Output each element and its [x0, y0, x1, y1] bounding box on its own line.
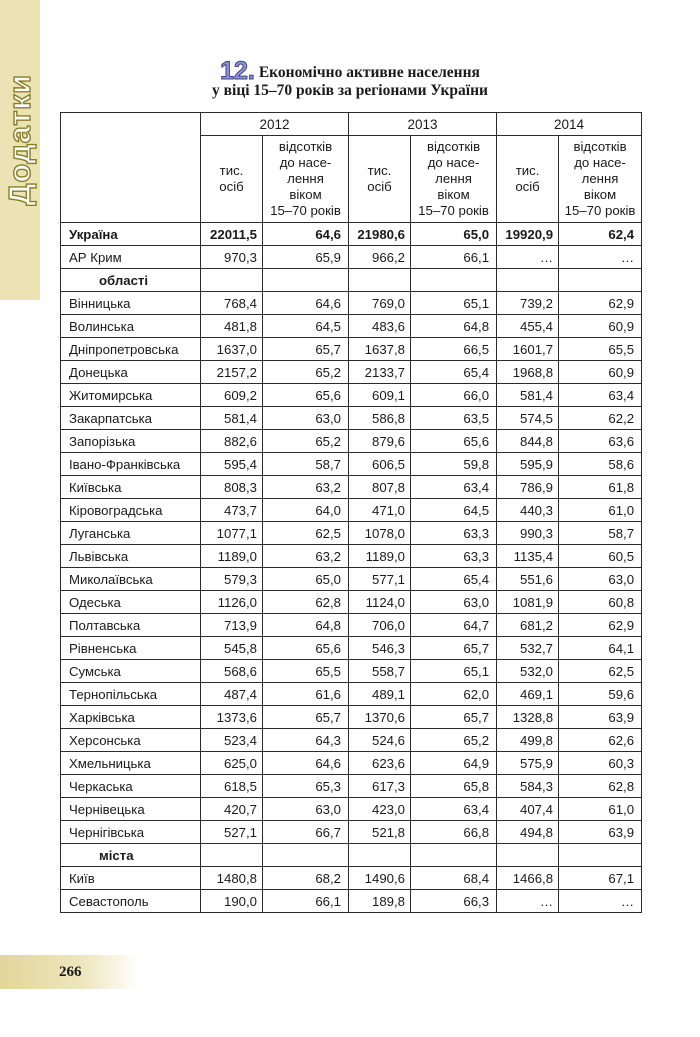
region-name: Севастополь — [61, 890, 201, 913]
thousands-value: 768,4 — [201, 292, 263, 315]
region-name: Чернівецька — [61, 798, 201, 821]
percent-value: 62,5 — [263, 522, 349, 545]
thousands-value: 1480,8 — [201, 867, 263, 890]
thousands-header: тис. осіб — [497, 136, 559, 223]
table-row — [61, 683, 642, 706]
thousands-value: 545,8 — [201, 637, 263, 660]
percent-header: відсотків до насе- лення віком 15–70 років — [263, 136, 349, 223]
percent-value: 62,5 — [559, 660, 642, 683]
table-row — [61, 752, 642, 775]
thousands-value: 2157,2 — [201, 361, 263, 384]
thousands-value: 1126,0 — [201, 591, 263, 614]
thousands-value: 546,3 — [349, 637, 411, 660]
thousands-value: 521,8 — [349, 821, 411, 844]
percent-value — [263, 844, 349, 867]
percent-value — [559, 844, 642, 867]
percent-value: … — [559, 890, 642, 913]
percent-value — [559, 269, 642, 292]
region-name: Івано-Франківська — [61, 453, 201, 476]
table-row — [61, 292, 642, 315]
thousands-value: 190,0 — [201, 890, 263, 913]
thousands-value: 568,6 — [201, 660, 263, 683]
percent-value: 59,8 — [411, 453, 497, 476]
thousands-value: 527,1 — [201, 821, 263, 844]
region-name: Одеська — [61, 591, 201, 614]
table-row — [61, 361, 642, 384]
percent-value: 63,0 — [263, 407, 349, 430]
region-name: області — [61, 269, 201, 292]
thousands-value: 1968,8 — [497, 361, 559, 384]
thousands-value: 586,8 — [349, 407, 411, 430]
percent-value: 65,2 — [263, 361, 349, 384]
region-name: міста — [61, 844, 201, 867]
thousands-value: 532,0 — [497, 660, 559, 683]
thousands-value: 625,0 — [201, 752, 263, 775]
percent-value: 63,6 — [559, 430, 642, 453]
thousands-value: 1637,8 — [349, 338, 411, 361]
thousands-value: 523,4 — [201, 729, 263, 752]
page-number: 266 — [59, 964, 82, 980]
percent-value: 62,8 — [559, 775, 642, 798]
percent-value: 62,2 — [559, 407, 642, 430]
percent-value: 64,6 — [263, 223, 349, 246]
percent-value: 66,3 — [411, 890, 497, 913]
percent-value: 65,4 — [411, 361, 497, 384]
percent-value: 63,5 — [411, 407, 497, 430]
thousands-value: 595,4 — [201, 453, 263, 476]
percent-value: 66,8 — [411, 821, 497, 844]
thousands-value: 455,4 — [497, 315, 559, 338]
table-row — [61, 522, 642, 545]
thousands-value: 499,8 — [497, 729, 559, 752]
thousands-value: 807,8 — [349, 476, 411, 499]
thousands-value: 769,0 — [349, 292, 411, 315]
thousands-value: 609,2 — [201, 384, 263, 407]
percent-value: 60,3 — [559, 752, 642, 775]
table-row — [61, 453, 642, 476]
percent-value: 65,7 — [411, 706, 497, 729]
thousands-value: 524,6 — [349, 729, 411, 752]
region-name: Дніпропетровська — [61, 338, 201, 361]
percent-value: 62,4 — [559, 223, 642, 246]
thousands-value: 713,9 — [201, 614, 263, 637]
thousands-value: 575,9 — [497, 752, 559, 775]
percent-value: 65,7 — [411, 637, 497, 660]
thousands-value: 1466,8 — [497, 867, 559, 890]
table-row — [61, 545, 642, 568]
percent-value: 65,7 — [263, 338, 349, 361]
percent-value: 65,4 — [411, 568, 497, 591]
thousands-value: 606,5 — [349, 453, 411, 476]
percent-value: 62,0 — [411, 683, 497, 706]
year-header: 2012 — [201, 113, 349, 136]
percent-value: 68,4 — [411, 867, 497, 890]
percent-value: 64,8 — [263, 614, 349, 637]
percent-value: 63,2 — [263, 476, 349, 499]
region-name: Полтавська — [61, 614, 201, 637]
thousands-value: 882,6 — [201, 430, 263, 453]
thousands-value: 1135,4 — [497, 545, 559, 568]
thousands-value: 579,3 — [201, 568, 263, 591]
region-header-cell — [61, 113, 201, 223]
thousands-value: 574,5 — [497, 407, 559, 430]
percent-value: 66,5 — [411, 338, 497, 361]
thousands-value — [201, 269, 263, 292]
thousands-value: 581,4 — [201, 407, 263, 430]
table-title-line2: у віці 15–70 років за регіонами України — [212, 82, 488, 99]
thousands-value: 420,7 — [201, 798, 263, 821]
percent-value: 64,8 — [411, 315, 497, 338]
percent-value: 66,7 — [263, 821, 349, 844]
region-name: Херсонська — [61, 729, 201, 752]
percent-value: 63,0 — [559, 568, 642, 591]
percent-value: 66,1 — [411, 246, 497, 269]
table-row — [61, 729, 642, 752]
percent-value: 65,6 — [263, 637, 349, 660]
thousands-value: 966,2 — [349, 246, 411, 269]
year-header-row — [61, 113, 642, 136]
percent-value: 65,5 — [559, 338, 642, 361]
thousands-value: 577,1 — [349, 568, 411, 591]
percent-value: 61,6 — [263, 683, 349, 706]
thousands-value: … — [497, 890, 559, 913]
percent-value: 64,9 — [411, 752, 497, 775]
section-row — [61, 844, 642, 867]
percent-value: 64,7 — [411, 614, 497, 637]
year-header: 2013 — [349, 113, 497, 136]
table-row — [61, 315, 642, 338]
thousands-value: 1189,0 — [201, 545, 263, 568]
region-name: Донецька — [61, 361, 201, 384]
table-row — [61, 499, 642, 522]
table-row — [61, 407, 642, 430]
percent-value: 67,1 — [559, 867, 642, 890]
thousands-value — [201, 844, 263, 867]
region-name: Запорізька — [61, 430, 201, 453]
percent-value: 64,1 — [559, 637, 642, 660]
percent-value: 63,9 — [559, 821, 642, 844]
region-name: Житомирська — [61, 384, 201, 407]
thousands-value — [497, 844, 559, 867]
table-title-text1: Економічно активне населення — [258, 64, 480, 81]
percent-value: 68,2 — [263, 867, 349, 890]
percent-value: 65,3 — [263, 775, 349, 798]
percent-value: 65,2 — [263, 430, 349, 453]
percent-value: 64,6 — [263, 292, 349, 315]
percent-value: 60,5 — [559, 545, 642, 568]
thousands-value: 618,5 — [201, 775, 263, 798]
percent-value: 65,7 — [263, 706, 349, 729]
thousands-value — [349, 269, 411, 292]
percent-value: 65,6 — [263, 384, 349, 407]
percent-value: 65,0 — [411, 223, 497, 246]
percent-value: 65,6 — [411, 430, 497, 453]
thousands-value: 1373,6 — [201, 706, 263, 729]
thousands-value: 532,7 — [497, 637, 559, 660]
percent-value: 62,8 — [263, 591, 349, 614]
thousands-value: 879,6 — [349, 430, 411, 453]
percent-value: 58,6 — [559, 453, 642, 476]
table-row — [61, 798, 642, 821]
region-name: Сумська — [61, 660, 201, 683]
region-name: Україна — [61, 223, 201, 246]
thousands-value: 2133,7 — [349, 361, 411, 384]
table-number: 12. — [220, 57, 255, 85]
region-name: Київська — [61, 476, 201, 499]
thousands-header: тис. осіб — [349, 136, 411, 223]
percent-value: 60,9 — [559, 315, 642, 338]
percent-value: 60,9 — [559, 361, 642, 384]
year-header: 2014 — [497, 113, 642, 136]
population-table — [60, 112, 642, 913]
region-name: Харківська — [61, 706, 201, 729]
percent-value: 58,7 — [559, 522, 642, 545]
thousands-value: 1078,0 — [349, 522, 411, 545]
thousands-value: 1637,0 — [201, 338, 263, 361]
percent-value: 65,9 — [263, 246, 349, 269]
thousands-value: 808,3 — [201, 476, 263, 499]
percent-value: 64,0 — [263, 499, 349, 522]
region-name: Миколаївська — [61, 568, 201, 591]
region-name: Київ — [61, 867, 201, 890]
percent-value: 64,3 — [263, 729, 349, 752]
percent-value: 63,4 — [559, 384, 642, 407]
percent-value: 62,6 — [559, 729, 642, 752]
percent-value: 64,5 — [411, 499, 497, 522]
table-body — [61, 223, 642, 913]
thousands-header: тис. осіб — [201, 136, 263, 223]
thousands-value: 19920,9 — [497, 223, 559, 246]
thousands-value: 483,6 — [349, 315, 411, 338]
percent-value: 65,8 — [411, 775, 497, 798]
percent-value: 66,1 — [263, 890, 349, 913]
region-name: Волинська — [61, 315, 201, 338]
percent-value: 61,0 — [559, 499, 642, 522]
thousands-value: 1081,9 — [497, 591, 559, 614]
thousands-value: 681,2 — [497, 614, 559, 637]
region-name: Рівненська — [61, 637, 201, 660]
percent-value: 62,9 — [559, 292, 642, 315]
thousands-value: 21980,6 — [349, 223, 411, 246]
percent-value — [411, 844, 497, 867]
thousands-value: 558,7 — [349, 660, 411, 683]
percent-value — [411, 269, 497, 292]
thousands-value: 990,3 — [497, 522, 559, 545]
percent-value — [263, 269, 349, 292]
percent-value: 63,4 — [411, 476, 497, 499]
table-title — [60, 57, 640, 100]
table-row — [61, 867, 642, 890]
region-name: Львівська — [61, 545, 201, 568]
thousands-value — [497, 269, 559, 292]
thousands-value: 423,0 — [349, 798, 411, 821]
thousands-value: 469,1 — [497, 683, 559, 706]
thousands-value: 844,8 — [497, 430, 559, 453]
region-name: Хмельницька — [61, 752, 201, 775]
region-name: Чернігівська — [61, 821, 201, 844]
thousands-value: 473,7 — [201, 499, 263, 522]
thousands-value: 489,1 — [349, 683, 411, 706]
table-row — [61, 568, 642, 591]
thousands-value: 551,6 — [497, 568, 559, 591]
region-name: Закарпатська — [61, 407, 201, 430]
thousands-value: 481,8 — [201, 315, 263, 338]
thousands-value: 407,4 — [497, 798, 559, 821]
percent-value: 61,8 — [559, 476, 642, 499]
thousands-value: 970,3 — [201, 246, 263, 269]
percent-value: 65,1 — [411, 292, 497, 315]
region-name: Кіровоградська — [61, 499, 201, 522]
thousands-value: 584,3 — [497, 775, 559, 798]
thousands-value — [349, 844, 411, 867]
table-row — [61, 384, 642, 407]
table-row — [61, 476, 642, 499]
percent-value: 63,0 — [263, 798, 349, 821]
thousands-value: … — [497, 246, 559, 269]
percent-value: 66,0 — [411, 384, 497, 407]
table-row — [61, 591, 642, 614]
thousands-value: 471,0 — [349, 499, 411, 522]
percent-value: 65,0 — [263, 568, 349, 591]
percent-value: 63,3 — [411, 545, 497, 568]
thousands-value: 494,8 — [497, 821, 559, 844]
table-row — [61, 706, 642, 729]
percent-value: 60,8 — [559, 591, 642, 614]
thousands-value: 1370,6 — [349, 706, 411, 729]
thousands-value: 786,9 — [497, 476, 559, 499]
thousands-value: 1490,6 — [349, 867, 411, 890]
table-row — [61, 614, 642, 637]
table-row — [61, 430, 642, 453]
thousands-value: 623,6 — [349, 752, 411, 775]
thousands-value: 1189,0 — [349, 545, 411, 568]
percent-value: 63,9 — [559, 706, 642, 729]
table-row — [61, 660, 642, 683]
section-row — [61, 269, 642, 292]
total-row — [61, 223, 642, 246]
region-name: АР Крим — [61, 246, 201, 269]
percent-value: 63,2 — [263, 545, 349, 568]
thousands-value: 487,4 — [201, 683, 263, 706]
percent-value: 59,6 — [559, 683, 642, 706]
thousands-value: 706,0 — [349, 614, 411, 637]
percent-value: 65,1 — [411, 660, 497, 683]
percent-value: 64,6 — [263, 752, 349, 775]
table-row — [61, 890, 642, 913]
percent-value: … — [559, 246, 642, 269]
percent-value: 61,0 — [559, 798, 642, 821]
thousands-value: 1328,8 — [497, 706, 559, 729]
table-row — [61, 338, 642, 361]
table-title-line1 — [60, 57, 640, 85]
percent-value: 65,2 — [411, 729, 497, 752]
table-row — [61, 637, 642, 660]
thousands-value: 617,3 — [349, 775, 411, 798]
thousands-value: 189,8 — [349, 890, 411, 913]
thousands-value: 440,3 — [497, 499, 559, 522]
thousands-value: 1601,7 — [497, 338, 559, 361]
thousands-value: 22011,5 — [201, 223, 263, 246]
percent-value: 58,7 — [263, 453, 349, 476]
percent-header: відсотків до насе- лення віком 15–70 років — [559, 136, 642, 223]
percent-value: 63,4 — [411, 798, 497, 821]
percent-value: 63,0 — [411, 591, 497, 614]
section-tab — [0, 0, 40, 300]
percent-value: 62,9 — [559, 614, 642, 637]
thousands-value: 1124,0 — [349, 591, 411, 614]
region-name: Тернопільська — [61, 683, 201, 706]
percent-value: 64,5 — [263, 315, 349, 338]
thousands-value: 1077,1 — [201, 522, 263, 545]
thousands-value: 581,4 — [497, 384, 559, 407]
region-name: Вінницька — [61, 292, 201, 315]
region-name: Черкаська — [61, 775, 201, 798]
table-row — [61, 775, 642, 798]
region-name: Луганська — [61, 522, 201, 545]
percent-value: 63,3 — [411, 522, 497, 545]
section-tab-label: Додатки — [2, 74, 37, 206]
percent-value: 65,5 — [263, 660, 349, 683]
table-row — [61, 821, 642, 844]
percent-header: відсотків до насе- лення віком 15–70 років — [411, 136, 497, 223]
thousands-value: 595,9 — [497, 453, 559, 476]
thousands-value: 609,1 — [349, 384, 411, 407]
table-row — [61, 246, 642, 269]
thousands-value: 739,2 — [497, 292, 559, 315]
